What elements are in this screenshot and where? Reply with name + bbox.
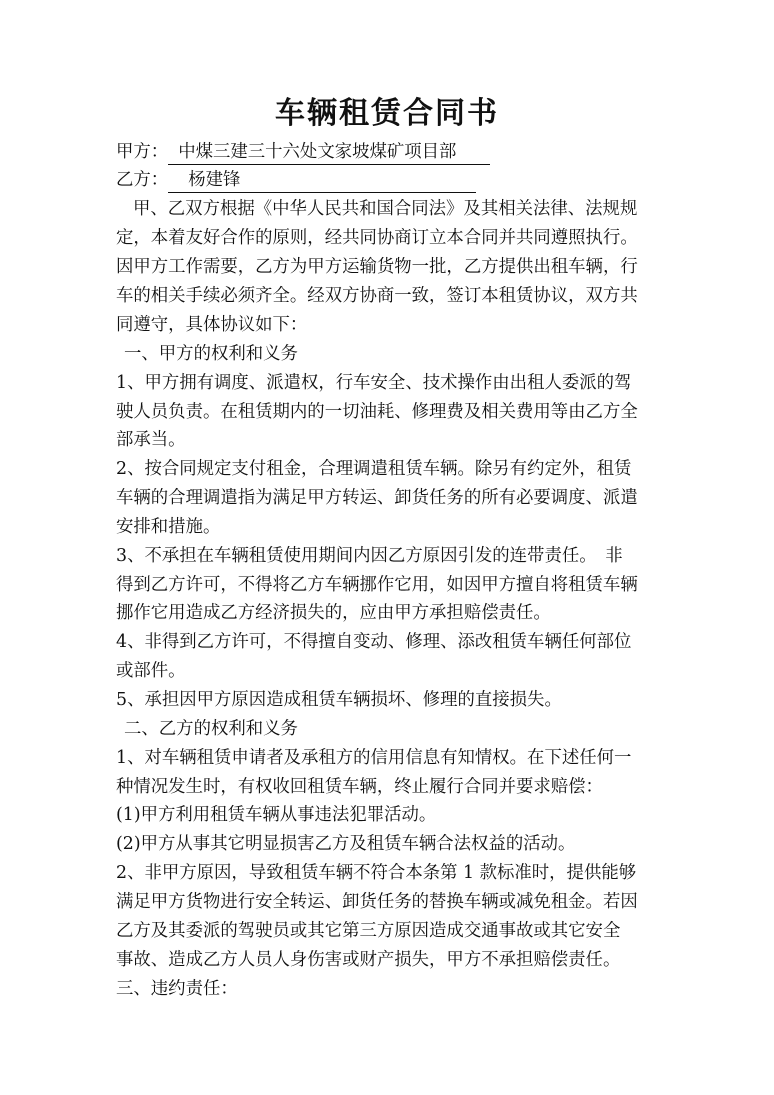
party-a-line [116, 137, 676, 167]
party-b-value: 杨建锋 [168, 168, 476, 193]
body-line: 1、甲方拥有调度、派遣权，行车安全、技术操作由出租人委派的驾 [116, 373, 632, 393]
body-line: 3、不承担在车辆租赁使用期间内因乙方原因引发的连带责任。 非 [116, 546, 623, 566]
body-line: 5、承担因甲方原因造成租赁车辆损坏、修理的直接损失。 [116, 690, 562, 710]
body-line: 种情况发生时，有权收回租赁车辆，终止履行合同并要求赔偿： [116, 777, 603, 797]
body-line: 定，本着友好合作的原则，经共同协商订立本合同并共同遵照执行。 [116, 228, 638, 248]
party-a-label: 甲方： [116, 142, 169, 162]
body-line: 2、按合同规定支付租金，合理调遣租赁车辆。除另有约定外，租赁 [116, 459, 632, 479]
body-line: 甲、乙双方根据《中华人民共和国合同法》及其相关法律、法规规 [133, 199, 638, 219]
body-line: 车的相关手续必须齐全。经双方协商一致，签订本租赁协议，双方共 [116, 286, 638, 306]
body-line: 2、非甲方原因，导致租赁车辆不符合本条第 1 款标准时，提供能够 [116, 863, 637, 883]
section-heading: 二、乙方的权利和义务 [124, 719, 298, 739]
body-line: 同遵守，具体协议如下： [116, 315, 308, 335]
document-title: 车辆租赁合同书 [275, 96, 499, 131]
body-line: 安排和措施。 [116, 517, 221, 537]
body-line: 因甲方工作需要，乙方为甲方运输货物一批，乙方提供出租车辆，行 [116, 257, 638, 277]
body-line: 满足甲方货物进行安全转运、卸货任务的替换车辆或减免租金。若因 [116, 892, 638, 912]
body-line: 乙方及其委派的驾驶员或其它第三方原因造成交通事故或其它安全 [116, 921, 621, 941]
body-line: 挪作它用造成乙方经济损失的，应由甲方承担赔偿责任。 [116, 603, 551, 623]
body-line: 车辆的合理调遣指为满足甲方转运、卸货任务的所有必要调度、派遣 [116, 488, 638, 508]
body-line: 驶人员负责。在租赁期内的一切油耗、修理费及相关费用等由乙方全 [116, 402, 638, 422]
party-a-value: 中煤三建三十六处文家坡煤矿项目部 [168, 140, 490, 165]
body-line: 事故、造成乙方人员人身伤害或财产损失，甲方不承担赔偿责任。 [116, 950, 621, 970]
section-heading: 三、违约责任： [116, 979, 238, 999]
body-line: 得到乙方许可，不得将乙方车辆挪作它用，如因甲方擅自将租赁车辆 [116, 575, 638, 595]
party-b-label: 乙方： [116, 170, 169, 190]
body-line: 或部件。 [116, 661, 186, 681]
body-line: 1、对车辆租赁申请者及承租方的信用信息有知情权。在下述任何一 [116, 748, 632, 768]
body-line: 4、非得到乙方许可，不得擅自变动、修理、添改租赁车辆任何部位 [116, 632, 632, 652]
body-line: 部承当。 [116, 430, 186, 450]
section-heading: 一、甲方的权利和义务 [124, 344, 298, 364]
body-line: (2)甲方从事其它明显损害乙方及租赁车辆合法权益的活动。 [116, 834, 576, 854]
party-b-line [116, 165, 676, 195]
body-line: (1)甲方利用租赁车辆从事违法犯罪活动。 [116, 805, 437, 825]
